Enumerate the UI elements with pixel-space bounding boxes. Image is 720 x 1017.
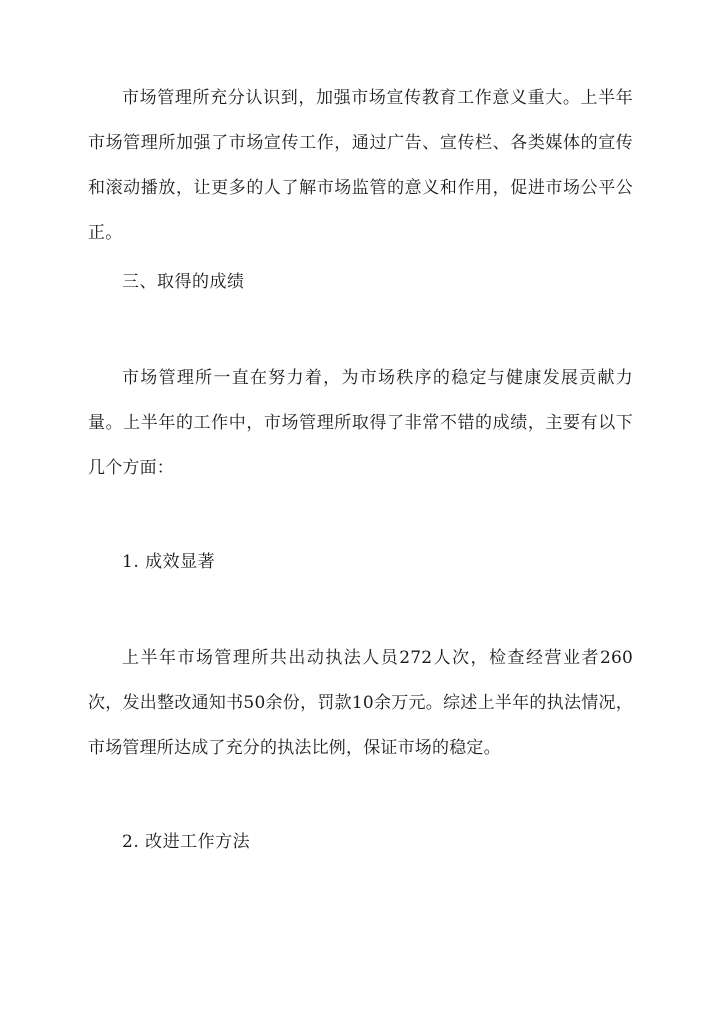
subheading-improve-methods: 2. 改进工作方法 [122,832,251,852]
section-heading-achievements: 三、取得的成绩 [122,272,245,292]
paragraph-achievements-intro: 市场管理所一直在努力着，为市场秩序的稳定与健康发展贡献力量。上半年的工作中，市场管理所取得了非常不错的成绩，主要有以下几个方面： [88,368,633,478]
paragraph-enforcement-stats: 上半年市场管理所共出动执法人员272人次，检查经营业者260次，发出整改通知书50余份，罚款10余万元。综述上半年的执法情况，市场管理所达成了充分的执法比例，保证市场的稳定。 [88,648,633,758]
subheading-remarkable-results: 1. 成效显著 [122,552,216,572]
paragraph-market-publicity: 市场管理所充分认识到，加强市场宣传教育工作意义重大。上半年市场管理所加强了市场宣传工作，通过广告、宣传栏、各类媒体的宣传和滚动播放，让更多的人了解市场监管的意义和作用，促进市场公平公正。 [88,88,633,243]
